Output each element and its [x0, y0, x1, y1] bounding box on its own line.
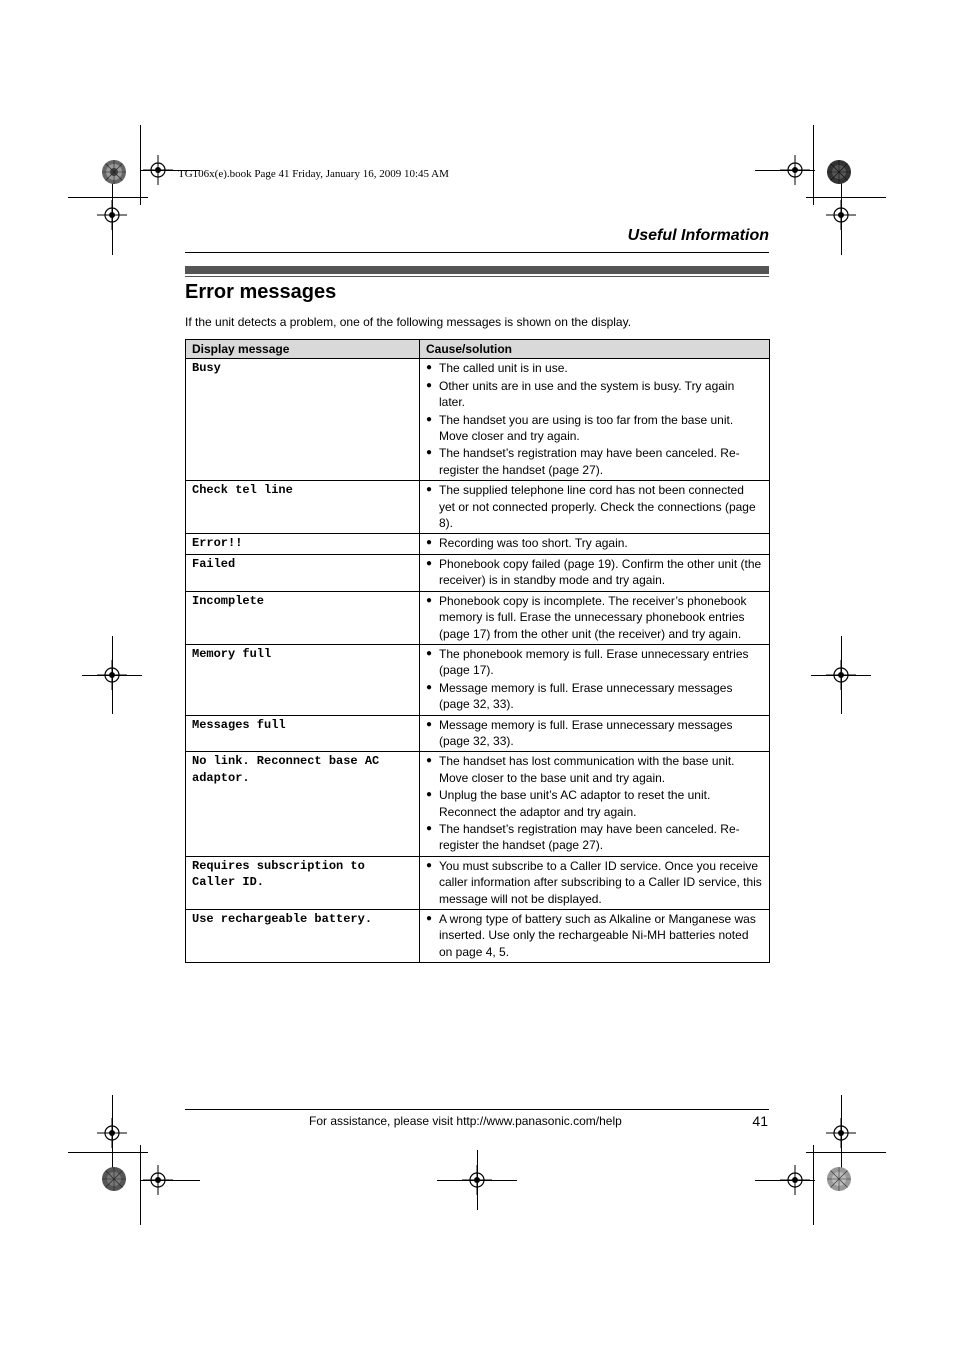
registration-mark-icon	[97, 1118, 127, 1148]
crop-mark	[806, 197, 886, 198]
crop-mark	[68, 1152, 148, 1153]
crop-mark	[806, 1152, 886, 1153]
registration-mark-icon	[143, 155, 173, 185]
cause-item: ● Recording was too short. Try again.	[426, 535, 763, 551]
registration-mark-icon	[97, 200, 127, 230]
error-messages-table	[185, 339, 770, 963]
registration-mark-icon	[826, 660, 856, 690]
display-message-cell: Busy	[186, 359, 420, 481]
table-row	[186, 554, 770, 591]
crop-mark	[140, 125, 141, 205]
page-title: Error messages	[185, 281, 337, 303]
display-message-cell: Use rechargeable battery.	[186, 910, 420, 963]
cause-solution-cell	[420, 591, 770, 644]
table-row	[186, 910, 770, 963]
cause-item: ● Message memory is full. Erase unnecessary messages (page 32, 33).	[426, 680, 763, 713]
table-row	[186, 591, 770, 644]
cause-solution-cell	[420, 554, 770, 591]
table-header-row	[186, 340, 770, 359]
crop-mark	[813, 125, 814, 205]
cause-solution-cell	[420, 481, 770, 534]
title-bar-underline	[185, 276, 769, 277]
cause-list	[426, 535, 763, 551]
table-row	[186, 534, 770, 554]
cause-solution-cell	[420, 715, 770, 752]
registration-mark-icon	[780, 1165, 810, 1195]
cause-list	[426, 482, 763, 531]
cause-item: ● The called unit is in use.	[426, 360, 763, 376]
color-rosette-icon	[101, 1166, 127, 1192]
registration-mark-icon	[462, 1165, 492, 1195]
registration-mark-icon	[143, 1165, 173, 1195]
cause-item: ● The handset you are using is too far from the base unit. Move closer and try again.	[426, 412, 763, 445]
registration-mark-icon	[826, 1118, 856, 1148]
table-row	[186, 856, 770, 909]
cause-solution-cell	[420, 752, 770, 856]
display-message-cell: Messages full	[186, 715, 420, 752]
table-row	[186, 752, 770, 856]
cause-solution-cell	[420, 910, 770, 963]
display-message-cell: Incomplete	[186, 591, 420, 644]
display-message-cell: Memory full	[186, 644, 420, 715]
cause-item: ● The supplied telephone line cord has not been connected yet or not connected properly. Check the connections (page 8).	[426, 482, 763, 531]
cause-list	[426, 556, 763, 589]
cause-item: ● The phonebook memory is full. Erase unnecessary entries (page 17).	[426, 646, 763, 679]
cause-item: ● Phonebook copy failed (page 19). Confirm the other unit (the receiver) is in standby mode and try again.	[426, 556, 763, 589]
cause-solution-cell	[420, 644, 770, 715]
intro-paragraph: If the unit detects a problem, one of the following messages is shown on the display.	[185, 315, 632, 329]
color-rosette-icon	[101, 159, 127, 185]
cause-list	[426, 717, 763, 750]
color-rosette-icon	[826, 159, 852, 185]
table-body	[186, 359, 770, 963]
table-row	[186, 359, 770, 481]
display-message-cell: Requires subscription to Caller ID.	[186, 856, 420, 909]
cause-list	[426, 593, 763, 642]
table-row	[186, 644, 770, 715]
cause-list	[426, 858, 763, 907]
registration-mark-icon	[780, 155, 810, 185]
crop-mark	[140, 1145, 141, 1225]
cause-item: ● A wrong type of battery such as Alkaline or Manganese was inserted. Use only the rechargeable Ni-MH batteries noted on page 4, 5.	[426, 911, 763, 960]
footer-assistance-text: For assistance, please visit http://www.panasonic.com/help	[309, 1114, 622, 1128]
display-message-cell: Check tel line	[186, 481, 420, 534]
cause-solution-cell	[420, 534, 770, 554]
cause-list	[426, 753, 763, 853]
cause-item: ● You must subscribe to a Caller ID service. Once you receive caller information after subscribing to a Caller ID service, this message will not be displayed.	[426, 858, 763, 907]
header-divider	[185, 252, 769, 253]
crop-mark	[813, 1145, 814, 1225]
display-message-cell: Error!!	[186, 534, 420, 554]
display-message-cell: Failed	[186, 554, 420, 591]
column-header-cause-solution: Cause/solution	[420, 340, 770, 359]
footer-divider	[185, 1109, 769, 1110]
cause-list	[426, 360, 763, 478]
cause-item: ● Unplug the base unit’s AC adaptor to reset the unit. Reconnect the adaptor and try again.	[426, 787, 763, 820]
table-row	[186, 715, 770, 752]
page-number: 41	[752, 1113, 768, 1129]
cause-item: ● Other units are in use and the system is busy. Try again later.	[426, 378, 763, 411]
cause-solution-cell	[420, 856, 770, 909]
display-message-cell: No link. Reconnect base AC adaptor.	[186, 752, 420, 856]
print-slug-line: TG106x(e).book Page 41 Friday, January 16, 2009 10:45 AM	[178, 168, 449, 180]
title-bar	[185, 266, 769, 274]
cause-list	[426, 911, 763, 960]
cause-item: ● The handset’s registration may have been canceled. Re-register the handset (page 27).	[426, 445, 763, 478]
cause-item: ● Phonebook copy is incomplete. The receiver’s phonebook memory is full. Erase the unnecessary phonebook entries (page 17) from the other unit (the receiver) and try again.	[426, 593, 763, 642]
section-header: Useful Information	[627, 227, 769, 244]
cause-item: ● Message memory is full. Erase unnecessary messages (page 32, 33).	[426, 717, 763, 750]
cause-list	[426, 646, 763, 713]
cause-item: ● The handset’s registration may have been canceled. Re-register the handset (page 27).	[426, 821, 763, 854]
column-header-display-message: Display message	[186, 340, 420, 359]
cause-solution-cell	[420, 359, 770, 481]
crop-mark	[68, 197, 148, 198]
color-rosette-icon	[826, 1166, 852, 1192]
registration-mark-icon	[826, 200, 856, 230]
registration-mark-icon	[97, 660, 127, 690]
cause-item: ● The handset has lost communication with the base unit. Move closer to the base unit and try again.	[426, 753, 763, 786]
table-row	[186, 481, 770, 534]
